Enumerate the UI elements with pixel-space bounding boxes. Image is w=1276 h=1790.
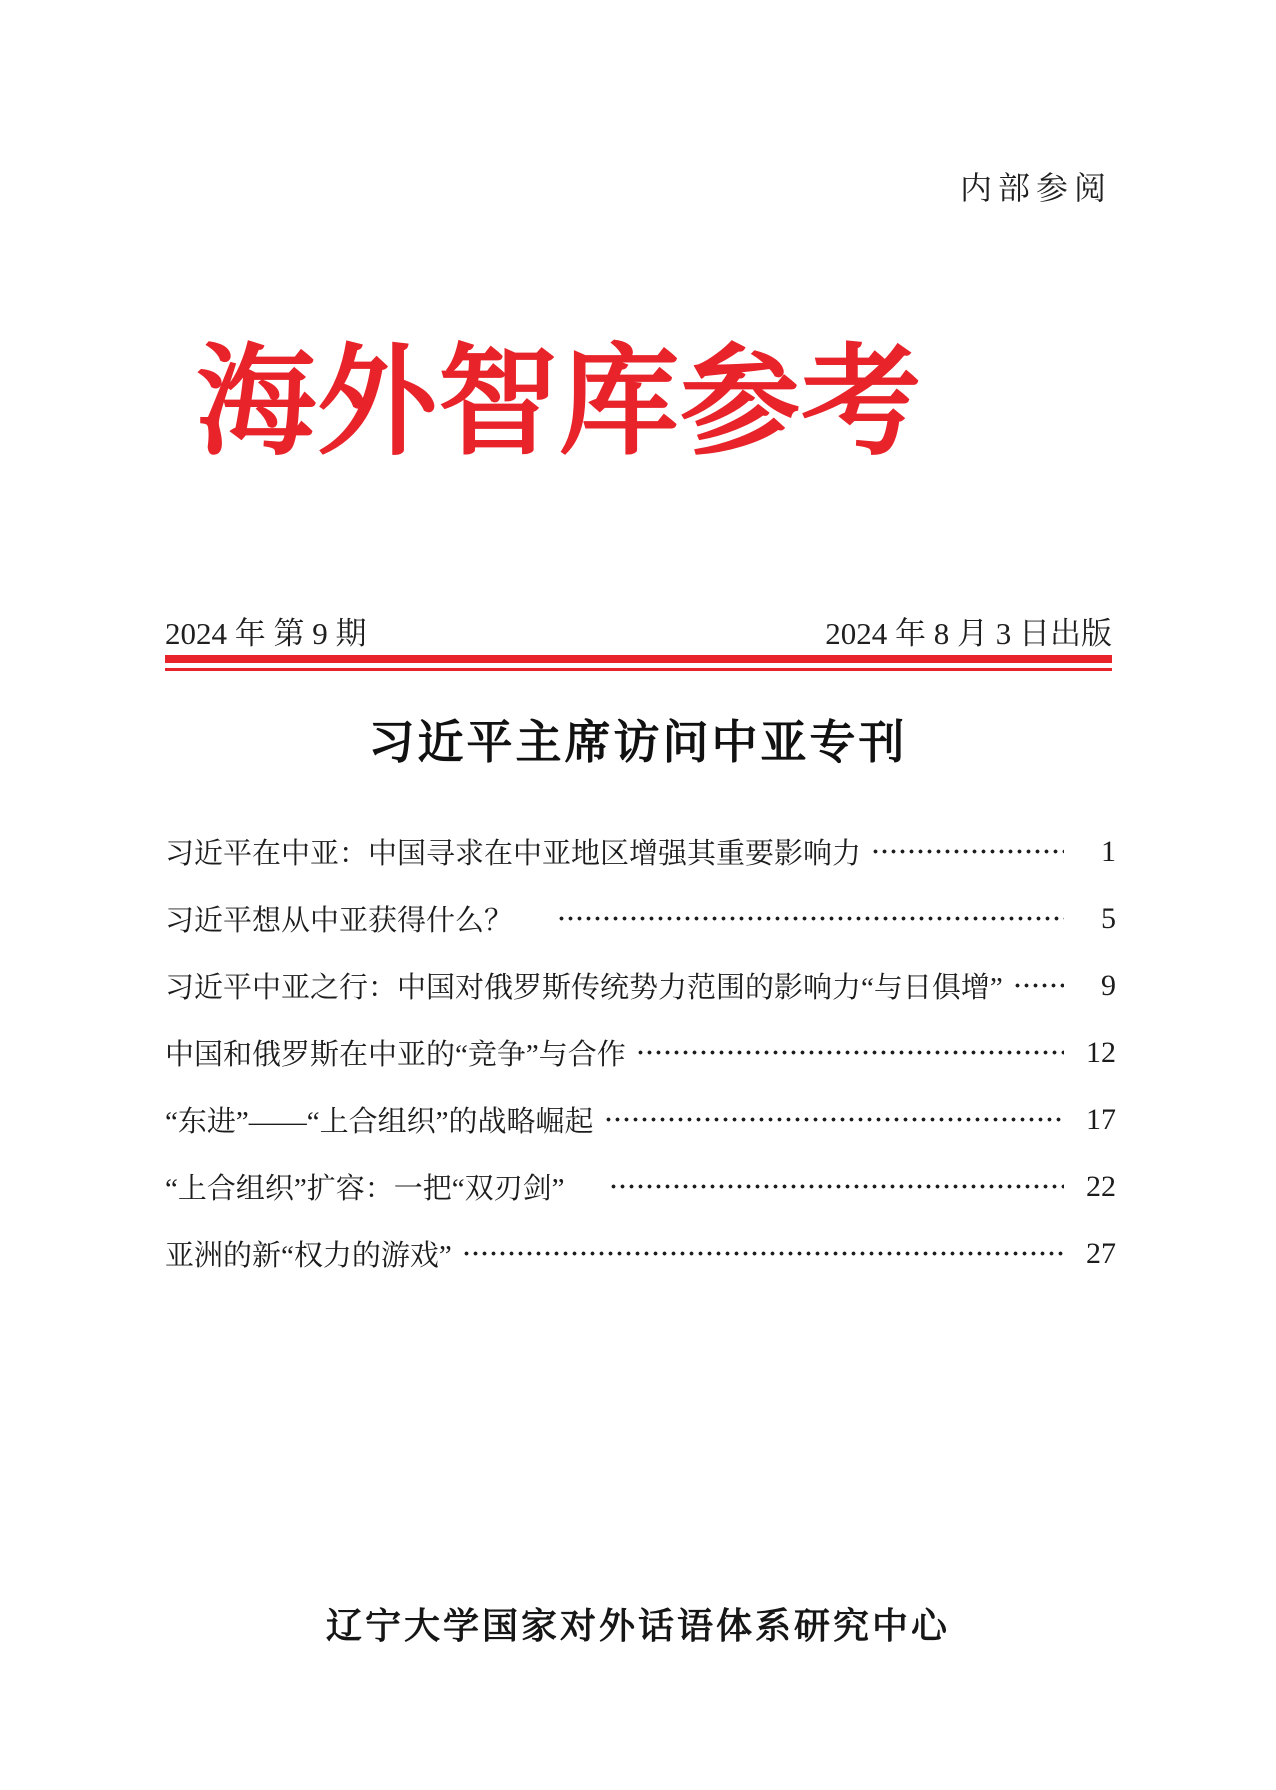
toc-entry-page-number: 22: [1086, 1169, 1116, 1203]
rule-thick: [165, 655, 1112, 663]
classification-label: 内部参阅: [959, 170, 1112, 206]
issue-number: 2024 年 第 9 期: [165, 616, 367, 651]
toc-entry-page-number: 27: [1086, 1236, 1116, 1270]
toc-entry: [165, 1086, 1116, 1153]
toc-leader-dots: [1013, 971, 1064, 1000]
toc-leader-dots: [609, 1172, 1065, 1201]
toc-entry: [165, 818, 1116, 885]
publish-date: 2024 年 8 月 3 日出版: [825, 616, 1112, 651]
toc-entry-title: “东进”——“上合组织”的战略崛起: [165, 1106, 594, 1138]
toc-entry-page-number: 1: [1101, 834, 1116, 868]
toc-leader-dots: [462, 1239, 1064, 1268]
issue-row: [165, 608, 1112, 653]
toc-entry-page-number: 12: [1086, 1035, 1116, 1069]
toc-entry-title: 习近平想从中亚获得什么？: [165, 905, 514, 937]
toc-leader-dots: [557, 904, 1064, 933]
special-issue-title: 习近平主席访问中亚专刊: [368, 716, 908, 768]
toc-entry-page-number: 9: [1101, 968, 1116, 1002]
toc-entry: [165, 1153, 1116, 1220]
toc-entry-title: “上合组织”扩容：一把“双刃剑”: [165, 1173, 565, 1205]
toc-entry-title: 习近平在中亚：中国寻求在中亚地区增强其重要影响力: [165, 838, 862, 870]
publication-title: 海外智库参考: [196, 336, 922, 469]
toc-entry-page-number: 5: [1101, 901, 1116, 935]
toc-entry: [165, 885, 1116, 952]
double-rule-divider: [165, 655, 1112, 671]
toc-leader-dots: [604, 1105, 1065, 1134]
toc-entry-title: 亚洲的新“权力的游戏”: [165, 1240, 452, 1272]
toc-entry-title: 习近平中亚之行：中国对俄罗斯传统势力范围的影响力“与日俱增”: [165, 972, 1003, 1004]
toc-entry-page-number: 17: [1086, 1102, 1116, 1136]
toc-entry-title: 中国和俄罗斯在中亚的“竞争”与合作: [165, 1039, 626, 1071]
toc-leader-dots: [636, 1038, 1064, 1067]
rule-thin: [165, 668, 1112, 671]
publisher: 辽宁大学国家对外话语体系研究中心: [325, 1605, 950, 1646]
toc-entry: [165, 1220, 1116, 1287]
toc-entry: [165, 952, 1116, 1019]
toc-entry: [165, 1019, 1116, 1086]
toc-leader-dots: [871, 837, 1064, 866]
table-of-contents: [165, 818, 1116, 1287]
